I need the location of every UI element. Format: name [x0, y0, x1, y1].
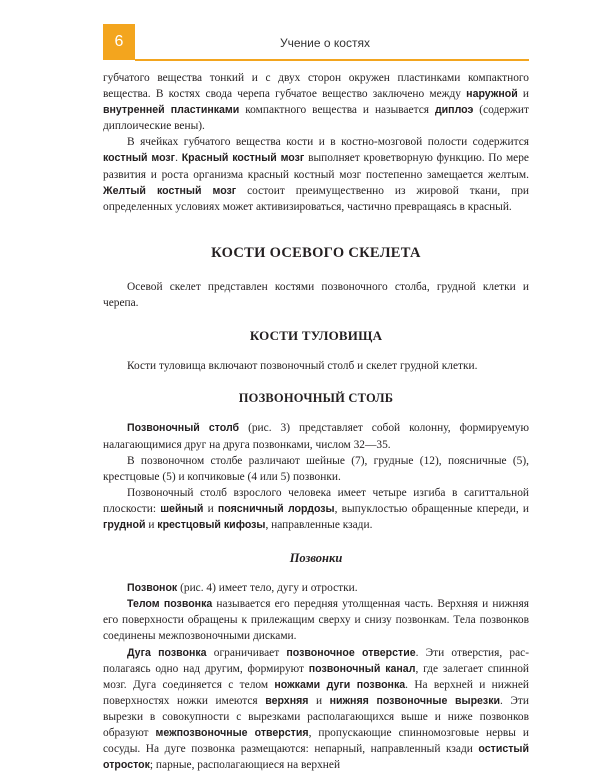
page-body [103, 70, 529, 773]
paragraph-trunk-bones: Кости туловища включают позвоночный столб и скелет грудной клетки. [127, 360, 478, 373]
paragraph-spinal-column-parts: В позвоночном столбе различают шейные (7), грудные (12), поясничные (5), крестцовые (5) и копчиковые (4 или 5) позвонки. [103, 454, 529, 483]
running-title: Учение о костях [280, 36, 370, 50]
header-divider [135, 59, 529, 61]
paragraph-vertebral-arch: Дуга позвонка ограничивает позвоночное отверстие. Эти отверстия, располагаясь одно над другим, формируют позвоночный канал, где залегает спинной мозг. Дуга соединяется с телом ножками дуги позвонка. На верхней и нижней поверхностях ножки имеются верхняя и нижняя позвоночные вырезки. Эти вырезки в совокупности с вырезками располагающихся выше и ниже позвонков образуют межпозвоночные отверстия, пропускающие спинномозговые нервы и сосуды. На дуге позвонка размещаются: непарный, направленный кзади остистый отросток; парные, располагающиеся на верхней [103, 646, 530, 772]
page-number: 6 [103, 24, 135, 60]
paragraph-spongy-bone: губчатого вещества тонкий и с двух сторон окружен пластинками компактного вещества. В костях свода черепа губчатое вещество заключено между наружной и внутренней пластинками компактного вещества и называется диплоэ (содержит диплоические вены). [103, 72, 529, 133]
paragraph-vertebral-body: Телом позвонка называется его передняя утолщенная часть. Верхняя и нижняя его поверхности обращены к прилежащим сверху и снизу позвонкам. Тела позвонков соединены межпозвоночными дисками. [103, 598, 529, 643]
paragraph-spinal-column-definition: Позвоночный столб (рис. 3) представляет собой колонну, формируемую налагающимися друг на друга позвонками, числом 32—35. [103, 422, 529, 451]
heading-axial-skeleton: КОСТИ ОСЕВОГО СКЕЛЕТА [211, 244, 421, 261]
paragraph-vertebra-parts: Позвонок (рис. 4) имеет тело, дугу и отростки. [127, 582, 358, 595]
heading-trunk-bones: КОСТИ ТУЛОВИЩА [249, 328, 383, 344]
page-header [0, 0, 600, 60]
heading-vertebrae: Позвонки [289, 551, 343, 566]
paragraph-spinal-curves: Позвоночный столб взрослого человека имеет четыре изгиба в сагиттальной плоскости: шейный и поясничный лордозы, выпуклостью обращенные кпереди, и грудной и крестцовый кифозы, направленные кзади. [103, 486, 529, 531]
paragraph-axial-skeleton: Осевой скелет представлен костями позвоночного столба, грудной клетки и черепа. [103, 280, 529, 310]
paragraph-bone-marrow: В ячейках губчатого вещества кости и в костно-мозговой полости содержится костный мозг. Красный костный мозг выполняет кроветворную функцию. По мере развития и роста организма красный костный мозг постепенно замещается желтым. Желтый костный мозг состоит преимущественно из жировой ткани, при определенных условиях может активизироваться, частично превращаясь в красный. [103, 136, 529, 213]
heading-spinal-column: ПОЗВОНОЧНЫЙ СТОЛБ [238, 391, 394, 406]
